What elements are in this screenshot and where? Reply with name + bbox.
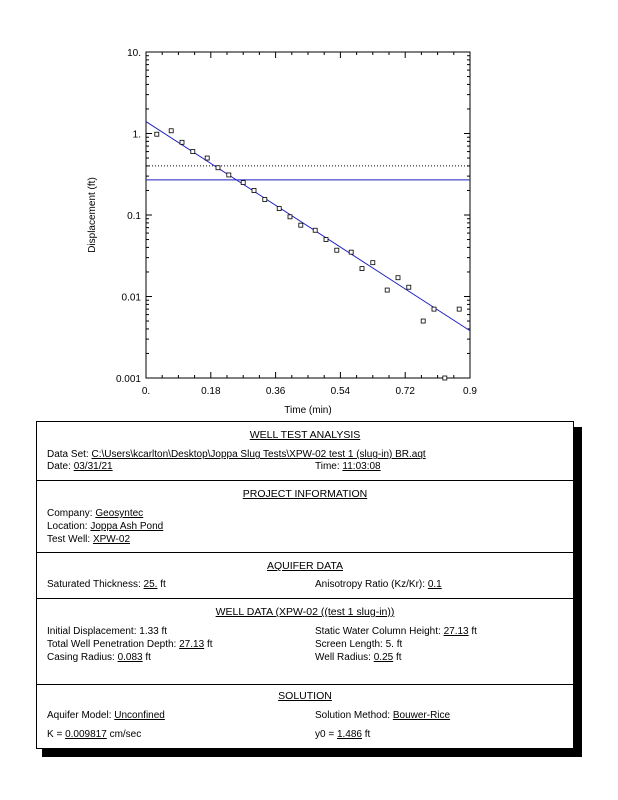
solution-section bbox=[37, 684, 573, 748]
y-tick-label: 10. bbox=[127, 48, 141, 59]
data-point bbox=[263, 197, 267, 201]
data-point bbox=[371, 261, 375, 265]
y-tick-label: 0.01 bbox=[121, 292, 141, 304]
static-water-unit: ft bbox=[471, 626, 477, 637]
plot-frame bbox=[146, 52, 470, 378]
report-panel bbox=[36, 421, 574, 749]
x-tick-label: 0.72 bbox=[395, 386, 415, 397]
data-point bbox=[191, 150, 195, 154]
x-tick-label: 0.9 bbox=[463, 386, 477, 397]
casing-radius-row bbox=[47, 652, 151, 664]
data-point bbox=[324, 238, 328, 242]
anisotropy-value: 0.1 bbox=[427, 579, 442, 590]
data-point bbox=[169, 129, 173, 133]
y-axis-label: Displacement (ft) bbox=[87, 177, 98, 253]
solution-method-label: Solution Method: bbox=[315, 710, 391, 721]
y-tick-label: 1. bbox=[132, 129, 141, 141]
penetration-depth-label: Total Well Penetration Depth: bbox=[47, 639, 177, 650]
x-tick-label: 0.54 bbox=[330, 386, 351, 397]
test-well-label: Test Well: bbox=[47, 534, 91, 545]
project-title: PROJECT INFORMATION bbox=[242, 488, 368, 500]
data-points bbox=[155, 129, 461, 380]
data-point bbox=[299, 223, 303, 227]
saturated-thickness-unit: ft bbox=[160, 579, 166, 590]
axis-ticks bbox=[146, 52, 470, 378]
well-radius-unit: ft bbox=[395, 652, 402, 663]
data-point bbox=[227, 173, 231, 177]
test-well-row bbox=[47, 534, 130, 546]
well-test-title: WELL TEST ANALYSIS bbox=[249, 429, 361, 441]
solution-method-value: Bouwer-Rice bbox=[392, 710, 451, 721]
x-tick-label: 0. bbox=[141, 386, 151, 397]
data-set-row bbox=[47, 449, 426, 461]
initial-displacement-label: Initial Displacement: bbox=[47, 626, 137, 637]
location-label: Location: bbox=[47, 521, 88, 532]
x-tick-label: 0.36 bbox=[265, 386, 286, 397]
well-data-title: WELL DATA (XPW-02 ((test 1 slug-in)) bbox=[215, 606, 395, 618]
y-tick-labels bbox=[116, 48, 141, 385]
initial-displacement-row bbox=[47, 626, 167, 638]
k-value: 0.009817 bbox=[65, 729, 107, 740]
anisotropy-label: Anisotropy Ratio (Kz/Kr): bbox=[315, 579, 426, 590]
casing-radius-unit: ft bbox=[145, 652, 151, 663]
x-tick-label: 0.18 bbox=[201, 386, 221, 397]
data-point bbox=[407, 285, 411, 289]
time-row bbox=[315, 461, 381, 473]
k-label: K bbox=[47, 729, 54, 740]
initial-displacement-value: 1.33 bbox=[139, 626, 159, 637]
saturated-thickness-value: 25. bbox=[143, 579, 158, 590]
aquifer-section bbox=[37, 552, 573, 599]
screen-length-value: 5. bbox=[385, 639, 394, 650]
casing-radius-value: 0.083 bbox=[117, 652, 143, 663]
well-test-section bbox=[37, 422, 573, 481]
data-point bbox=[335, 248, 339, 252]
x-axis-label: Time (min) bbox=[284, 405, 332, 416]
screen-length-row bbox=[315, 639, 402, 651]
anisotropy-row bbox=[315, 579, 442, 591]
well-data-section bbox=[37, 598, 573, 685]
date-row bbox=[47, 461, 113, 473]
well-radius-row bbox=[315, 652, 402, 664]
aquifer-model-label: Aquifer Model: bbox=[47, 710, 112, 721]
data-point bbox=[457, 307, 461, 311]
screen-length-unit: ft bbox=[396, 639, 403, 650]
y0-unit: ft bbox=[364, 729, 371, 740]
time-value: 11:03:08 bbox=[342, 461, 381, 472]
data-point bbox=[360, 267, 364, 271]
data-point bbox=[155, 132, 159, 136]
time-label: Time: bbox=[315, 461, 340, 472]
k-row bbox=[47, 729, 141, 741]
data-point bbox=[241, 181, 245, 185]
data-set-value: C:\Users\kcarlton\Desktop\Joppa Slug Tests\XPW-02 test 1 (slug-in) BR.aqt bbox=[91, 449, 426, 460]
x-tick-labels bbox=[142, 386, 478, 397]
data-point bbox=[349, 250, 353, 254]
data-point bbox=[421, 319, 425, 323]
data-point bbox=[432, 307, 436, 311]
y0-row bbox=[315, 729, 370, 741]
solution-method-row bbox=[315, 710, 450, 722]
initial-displacement-unit: ft bbox=[161, 626, 168, 637]
k-equals: = bbox=[56, 729, 63, 740]
well-radius-label: Well Radius: bbox=[315, 652, 371, 663]
static-water-label: Static Water Column Height: bbox=[315, 626, 441, 637]
saturated-thickness-label: Saturated Thickness: bbox=[47, 579, 141, 590]
date-value: 03/31/21 bbox=[73, 461, 113, 472]
y0-value: 1.486 bbox=[336, 729, 362, 740]
k-unit: cm/sec bbox=[109, 729, 142, 740]
saturated-thickness-row bbox=[47, 579, 166, 591]
data-point bbox=[277, 207, 281, 211]
company-value: Geosyntec bbox=[95, 508, 144, 519]
static-water-value: 27.13 bbox=[443, 626, 469, 637]
data-point bbox=[252, 188, 256, 192]
data-point bbox=[396, 276, 400, 280]
static-water-row bbox=[315, 626, 477, 638]
data-point bbox=[443, 376, 447, 380]
casing-radius-label: Casing Radius: bbox=[47, 652, 115, 663]
date-label: Date: bbox=[47, 461, 71, 472]
penetration-depth-row bbox=[47, 639, 213, 651]
company-label: Company: bbox=[47, 508, 93, 519]
well-radius-value: 0.25 bbox=[373, 652, 394, 663]
data-point bbox=[216, 166, 220, 170]
data-point bbox=[313, 228, 317, 232]
y-tick-label: 0.1 bbox=[127, 211, 141, 222]
location-value: Joppa Ash Pond bbox=[90, 521, 164, 532]
project-section bbox=[37, 480, 573, 553]
data-point bbox=[385, 288, 389, 292]
y0-label: y0 = bbox=[315, 729, 335, 740]
data-point bbox=[205, 156, 209, 160]
aquifer-model-value: Unconfined bbox=[114, 710, 165, 721]
data-point bbox=[180, 140, 184, 144]
aquifer-model-row bbox=[47, 710, 165, 722]
location-row bbox=[47, 521, 163, 533]
reference-lines bbox=[146, 166, 470, 180]
penetration-depth-value: 27.13 bbox=[179, 639, 205, 650]
company-row bbox=[47, 508, 143, 520]
aquifer-title: AQUIFER DATA bbox=[266, 560, 344, 572]
test-well-value: XPW-02 bbox=[92, 534, 131, 545]
screen-length-label: Screen Length: bbox=[315, 639, 383, 650]
y-tick-label: 0.001 bbox=[115, 374, 141, 385]
penetration-depth-unit: ft bbox=[206, 639, 213, 650]
data-point bbox=[288, 215, 292, 219]
data-set-label: Data Set: bbox=[47, 449, 89, 460]
solution-title: SOLUTION bbox=[278, 690, 332, 702]
